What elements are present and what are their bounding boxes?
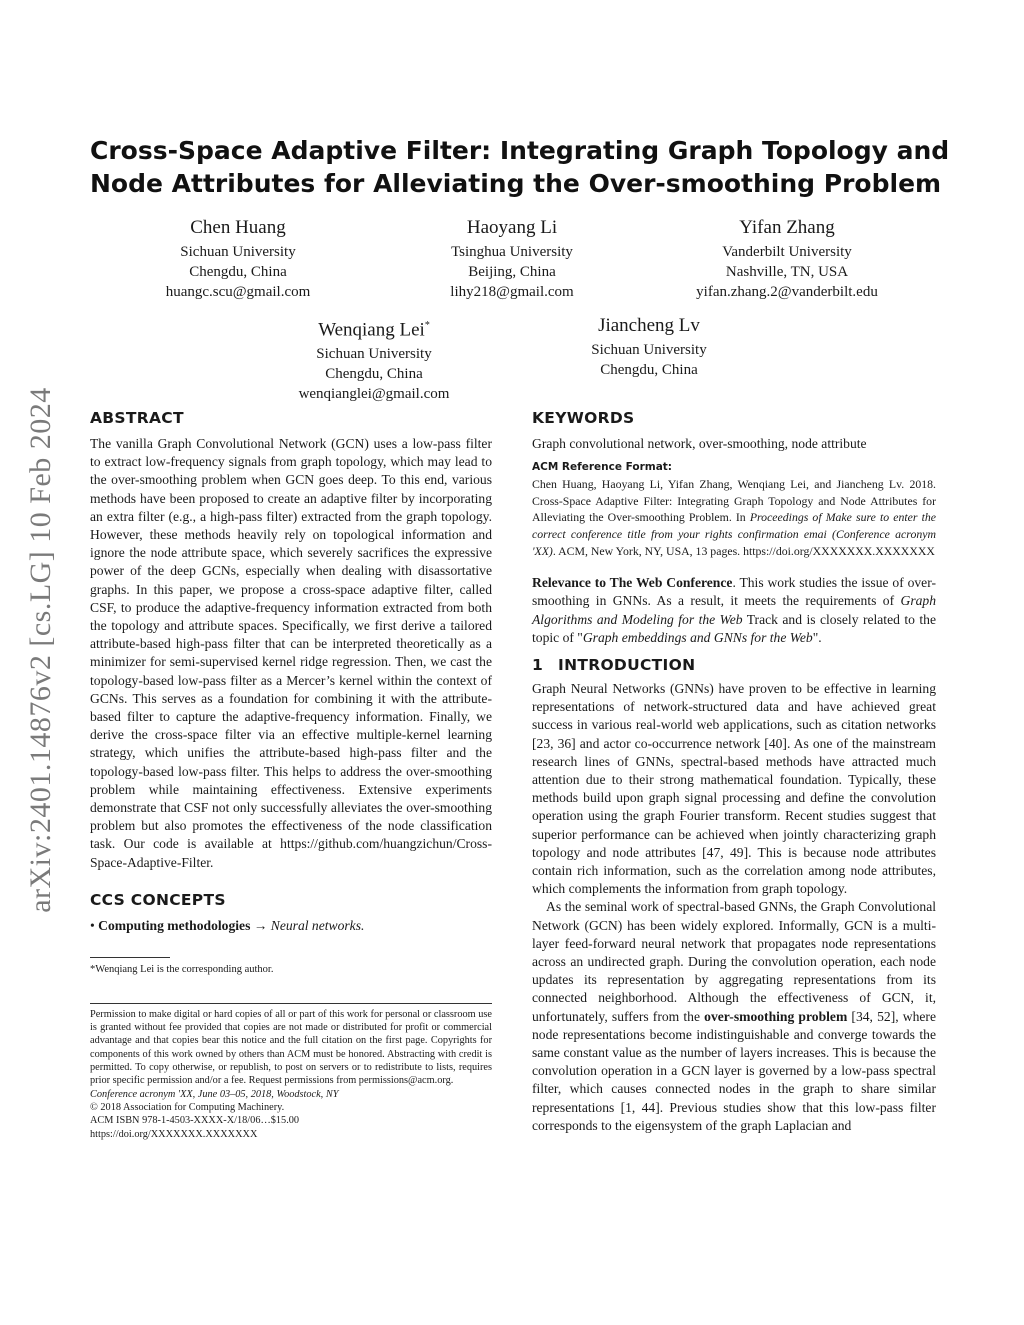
ccs-concept: Neural networks. xyxy=(270,917,365,933)
title-line-2: Node Attributes for Alleviating the Over-smoothing Problem xyxy=(90,169,942,198)
intro-p2-part1: As the seminal work of spectral-based GNNs, the Graph Convolutional Network (GCN) has been widely explored. Informally, GCN is a multi-layer feed-forward neural network that propagates node representations across an undirected graph. During the convolution operation, each node updates its representation by aggregating representations from its connected neighborhood. Although the effectiveness of GCN, it, unfortunately, suffers from the xyxy=(532,899,936,1024)
intro-paragraph-2 xyxy=(532,898,936,1135)
section-title: INTRODUCTION xyxy=(558,655,696,674)
left-column xyxy=(90,407,492,1141)
relevance-text-2: Track and is closely related to the topic of " xyxy=(532,611,936,645)
author-name: Haoyang Li xyxy=(466,217,558,238)
author-email[interactable]: wenqianglei@gmail.com xyxy=(298,386,450,403)
isbn-line: ACM ISBN 978-1-4503-XXXX-X/18/06…$15.00 xyxy=(90,1115,300,1127)
doi-line[interactable]: https://doi.org/XXXXXXX.XXXXXXX xyxy=(90,1128,258,1140)
author-email[interactable]: lihy218@gmail.com xyxy=(450,284,574,300)
permission-divider xyxy=(90,1003,492,1004)
relevance-track: Graph Algorithms and Modeling for the Web xyxy=(532,593,936,627)
copyright-line: © 2018 Association for Computing Machinery. xyxy=(90,1101,285,1113)
intro-p2-term: over-smoothing problem xyxy=(704,1008,848,1024)
introduction-heading xyxy=(532,654,936,676)
ccs-concepts xyxy=(90,917,492,935)
abstract-heading: ABSTRACT xyxy=(90,409,184,427)
arxiv-identifier-text: arXiv:2401.14876v2 [cs.LG] 10 Feb 2024 xyxy=(24,387,58,913)
author-block xyxy=(88,215,388,302)
author-location: Beijing, China xyxy=(468,264,556,280)
keywords-text: Graph convolutional network, over-smoothing, node attribute xyxy=(532,436,867,451)
ccs-heading: CCS CONCEPTS xyxy=(90,890,226,909)
author-name: Chen Huang xyxy=(190,217,286,238)
acm-reference-part1: Chen Huang, Haoyang Li, Yifan Zhang, Wenqiang Lei, and Jiancheng Lv. 2018. Cross-Space Adaptive Filter: Integrating Graph Topology and Node Attributes for Alleviating the Over-smoothing Problem. In xyxy=(532,477,936,525)
author-name xyxy=(224,313,524,343)
author-email[interactable]: huangc.scu@gmail.com xyxy=(165,284,311,300)
author-block xyxy=(224,313,524,404)
author-location: Chengdu, China xyxy=(189,264,287,280)
relevance-label: Relevance to The Web Conference xyxy=(532,575,733,591)
author-block xyxy=(637,215,937,302)
abstract-text: The vanilla Graph Convolutional Network (GCN) uses a low-pass filter to extract low-frequency signals from graph topology, which may lead to the over-smoothing problem when GCN goes deep. To this end, various methods have been proposed to create an adaptive filter by incorporating an extra filter (e.g., a high-pass filter) extracted from the graph topology. However, these methods heavily rely on topological information and ignore the node attribute space, which severely sacrifices the expressive power of the deep GCNs, especially when dealing with disassortative graphs. In this paper, we propose a cross-space adaptive filter, called CSF, to produce the adaptive-frequency information extracted from both the topology and attribute spaces. Specifically, we first derive a tailored attribute-based high-pass filter that can be interpreted theoretically as a minimizer for semi-supervised kernel ridge regression. Then, we cast the topology-based low-pass filter as a Mercer’s kernel within the context of GCNs. This serves as a foundation for combining it with the attribute-based filter to capture the adaptive-frequency information. Finally, we derive the cross-space filter via an effective multiple-kernel learning strategy, which unifies the attribute-based high-pass filter and the topology-based low-pass filter. This helps to address the over-smoothing problem while maintaining effectiveness. Extensive experiments demonstrate that CSF not only successfully alleviates the over-smoothing problem but also promotes the effectiveness of the node classification task. Our code is available at https://github.com/huangzichun/Cross-Space-Adaptive-Filter. xyxy=(90,436,492,870)
author-location: Nashville, TN, USA xyxy=(725,264,849,280)
right-column xyxy=(532,407,936,1135)
acm-reference-heading: ACM Reference Format: xyxy=(532,461,672,474)
footnote-divider xyxy=(90,957,170,958)
author-name: Jiancheng Lv xyxy=(598,315,700,336)
author-location: Chengdu, China xyxy=(600,362,698,378)
author-affiliation: Sichuan University xyxy=(316,346,432,363)
author-name: Yifan Zhang xyxy=(739,217,835,238)
permission-notice: Permission to make digital or hard copies of all or part of this work for personal or classroom use is granted without fee provided that copies are not made or distributed for profit or commercial advantage and that copies bear this notice and the full citation on the first page. Copyrights for components of this work owned by others than ACM must be honored. Abstracting with credit is permitted. To copy otherwise, or republish, to post on servers or to redistribute to lists, requires prior specific permission and/or a fee. Request permissions from permissions@acm.org. xyxy=(90,1008,492,1087)
author-location: Chengdu, China xyxy=(325,366,423,383)
arxiv-identifier xyxy=(20,350,62,950)
ccs-arrow: → xyxy=(253,917,268,933)
title-line-1: Cross-Space Adaptive Filter: Integrating Graph Topology and xyxy=(90,136,950,165)
acm-reference-venue: Proceedings of Make sure to enter the correct conference title from your rights confirmation emai (Conference acronym 'XX) xyxy=(532,510,936,558)
author-block xyxy=(362,215,662,302)
ccs-bullet: • xyxy=(90,917,95,933)
ccs-category: Computing methodologies xyxy=(98,917,251,933)
conference-info: Conference acronym 'XX, June 03–05, 2018, Woodstock, NY xyxy=(90,1088,339,1100)
author-affiliation: Sichuan University xyxy=(591,342,707,358)
relevance-topic: Graph embeddings and GNNs for the Web xyxy=(582,629,813,645)
author-email[interactable]: yifan.zhang.2@vanderbilt.edu xyxy=(696,284,878,300)
author-affiliation: Sichuan University xyxy=(180,244,296,260)
acm-reference-text xyxy=(532,476,936,559)
section-number: 1 xyxy=(532,655,544,674)
intro-p2-part2: [34, 52], where node representations become indistinguishable and converge towards the same constant value as the number of layers increases. This is because the convolution operation in a GCN layer is governed by a low-pass spectral filter, which causes connected nodes in the graph to share similar representations [1, 44]. Previous studies show that this low-pass filter corresponds to the eigensystem of the graph Laplacian and xyxy=(532,1008,936,1133)
conference-line xyxy=(90,1088,492,1101)
intro-paragraph-1: Graph Neural Networks (GNNs) have proven to be effective in learning representations of network-structured data and have achieved great success in various real-world web applications, such as citation networks [23, 36] and actor co-occurrence network [40]. As one of the mainstream research lines of GNNs, spectral-based methods have attracted much attention due to their strong mathematical foundation. Typically, these methods build upon graph signal processing and define the convolution operation using the graph Fourier transform. Recent studies suggest that superior performance can be achieved when jointly characterizing graph topology and node attributes [47, 49]. This is because node attributes contain rich information, such as the correlation among node attributes, which complements the information from graph topology. xyxy=(532,680,936,897)
corresponding-author-mark: * xyxy=(424,320,430,331)
author-affiliation: Tsinghua University xyxy=(451,244,573,260)
footnote: *Wenqiang Lei is the corresponding author. xyxy=(90,963,274,975)
relevance-paragraph xyxy=(532,574,936,647)
author-name-text: Wenqiang Lei xyxy=(318,319,425,341)
author-affiliation: Vanderbilt University xyxy=(722,244,852,260)
relevance-text-3: ". xyxy=(812,629,822,645)
author-block xyxy=(499,313,799,380)
acm-reference-part2: . ACM, New York, NY, USA, 13 pages. https://doi.org/XXXXXXX.XXXXXXX xyxy=(552,543,935,558)
paper-title xyxy=(90,134,950,200)
relevance-text-1: . This work studies the issue of over-smoothing in GNNs. As a result, it meets the requirements of xyxy=(532,575,936,609)
keywords-heading: KEYWORDS xyxy=(532,409,635,427)
